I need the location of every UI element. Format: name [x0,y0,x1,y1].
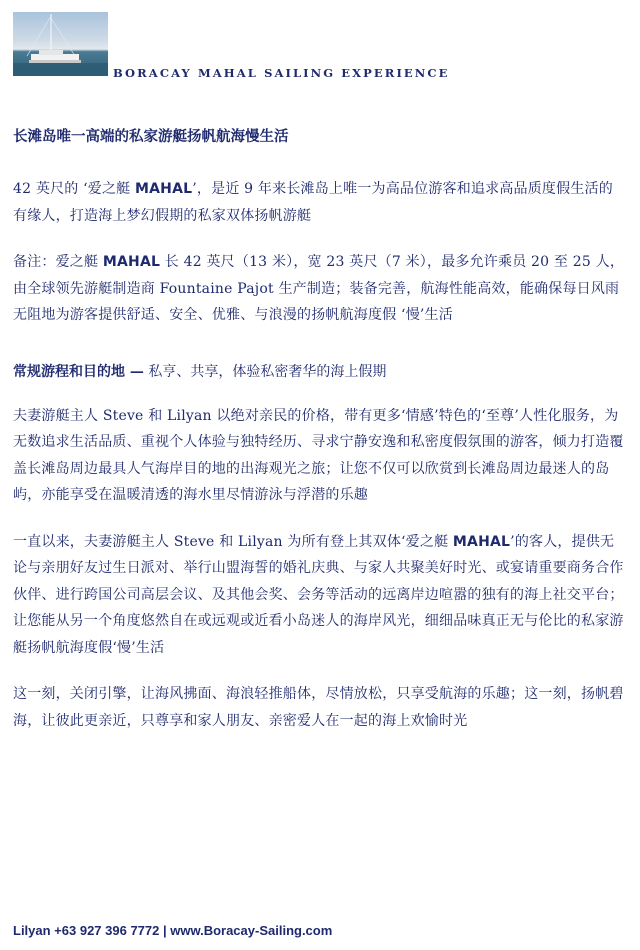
note-paragraph [13,249,625,329]
boat-name: MAHAL [135,181,193,197]
events-text-pre: 一直以来，夫妻游艇主人 Steve 和 Lilyan 为所有登上其双体‘爱之艇 [13,533,453,550]
paragraph-moment: 这一刻，关闭引擎，让海风拂面、海浪轻推船体，尽情放松，只享受航海的乐趣；这一刻，扬帆碧海，让彼此更亲近，只尊享和家人朋友、亲密爱人在一起的海上欢愉时光 [13,686,624,729]
paragraph-hosts: 夫妻游艇主人 Steve 和 Lilyan 以绝对亲民的价格，带有更多‘情感’特色的‘至尊’人性化服务，为无数追求生活品质、重视个人体验与独特经历、寻求宁静安逸和私密度假氛围的游客，倾力打造覆盖长滩岛周边最具人气海岸目的地的出海观光之旅；让您不仅可以欣赏到长滩岛周边最迷人的岛屿，亦能享受在温暖清透的海水里尽情游泳与浮潜的乐趣 [13,407,624,503]
brand-name: BORACAY MAHAL SAILING EXPERIENCE [113,66,450,80]
footer-contact: Lilyan +63 927 396 7772 | www.Boracay-Sailing.com [13,923,333,938]
section-heading-rest: 私亨、共享，体验私密奢华的海上假期 [143,363,387,380]
paragraph-events [13,529,625,662]
note-text-pre: 备注：爱之艇 [13,254,103,270]
boat-name: MAHAL [102,254,161,270]
document-body [13,125,625,754]
section-heading-bold: 常规游程和目的地 — [13,363,144,380]
intro-text-pre: 42 英尺的 ‘爱之艇 [13,181,136,197]
catamaran-photo [13,12,108,76]
header [13,12,613,82]
intro-paragraph [13,176,625,229]
intro-text-post: ’，是近 9 年来长滩岛上唯一为高品位游客和追求高品质度假生活的有缘人，打造海上梦幻假期的私家双体扬帆游艇 [13,181,613,224]
sailboat-icon [13,12,108,76]
note-text-post: 长 42 英尺（13 米），宽 23 英尺（7 米），最多允许乘员 20 至 25 人，由全球领先游艇制造商 Fountaine Pajot 生产制造；装备完善，航海性能高效，能确保每日风雨无阻地为游客提供舒适、安全、优雅、与浪漫的扬帆航海度假 ‘慢’生活 [13,254,625,323]
events-text-post: ’的客人，提供无论与亲朋好友过生日派对、举行山盟海誓的婚礼庆典、与家人共聚美好时光、或宴请重要商务合作伙伴、进行跨国公司高层会议、及其他会奖、会务等活动的远离岸边喧嚣的独有的海上社交平台；让您能从另一个角度悠然自在或远观或近看小岛迷人的海岸风光，细细品味真正无与伦比的私家游艇扬帆航海度假‘慢’生活 [13,533,624,656]
section-heading [13,359,625,385]
page-title: 长滩岛唯一高端的私家游艇扬帆航海慢生活 [13,128,289,145]
boat-name: MAHAL [452,533,511,550]
